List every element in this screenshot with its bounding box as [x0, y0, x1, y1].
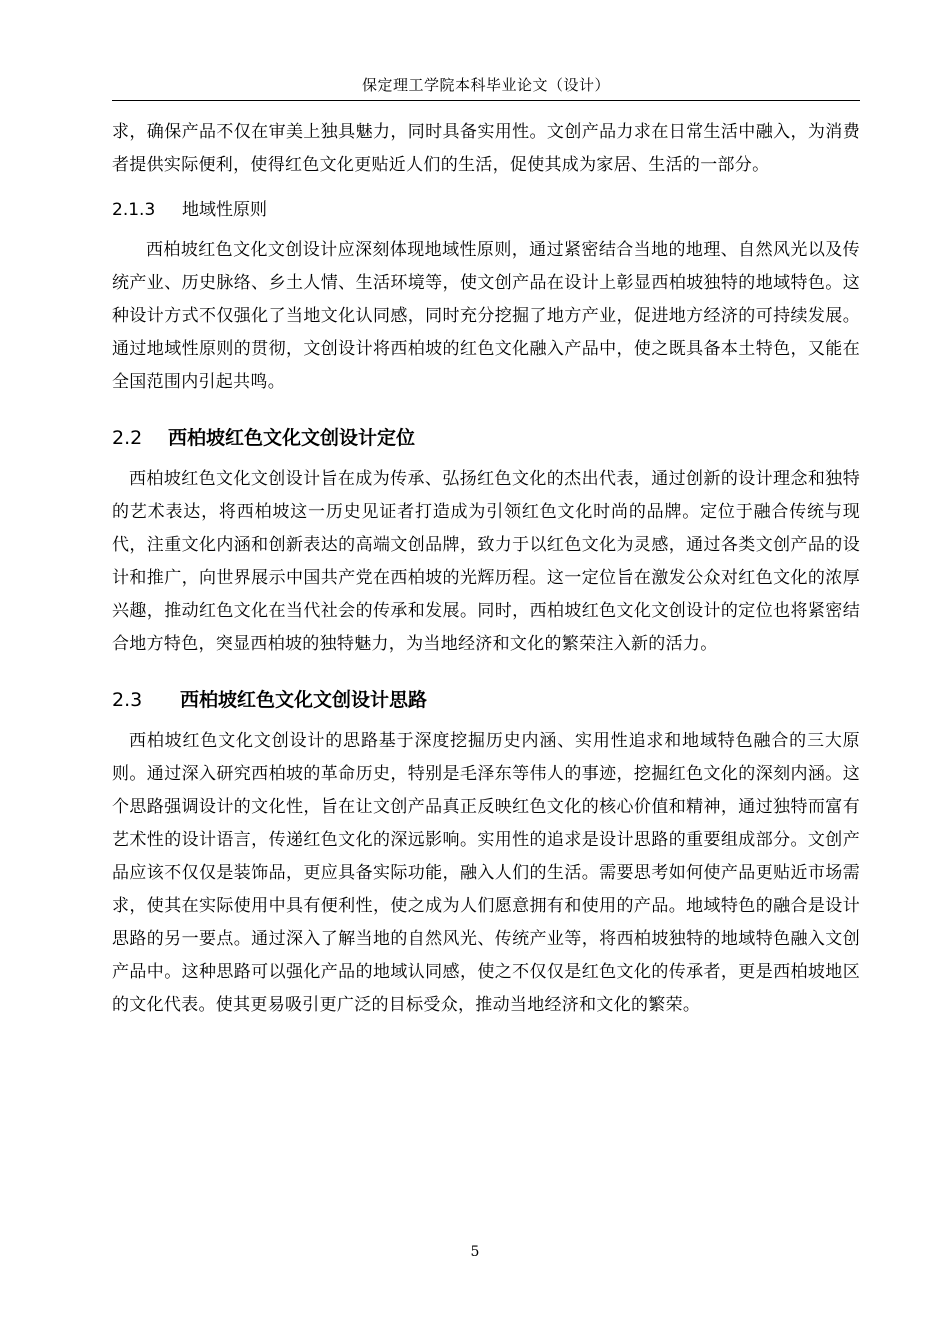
- header-rule: [112, 100, 860, 101]
- page-number: 5: [470, 1244, 480, 1260]
- paragraph-design-approach: 西柏坡红色文化文创设计的思路基于深度挖掘历史内涵、实用性追求和地域特色融合的三大原则。通过深入研究西柏坡的革命历史，特别是毛泽东等伟人的事迹，挖掘红色文化的深刻内涵。这个思路强调设计的文化性，旨在让文创产品真正反映红色文化的核心价值和精神，通过独特而富有艺术性的设计语言，传递红色文化的深远影响。实用性的追求是设计思路的重要组成部分。文创产品应该不仅仅是装饰品，更应具备实际功能，融入人们的生活。需要思考如何使产品更贴近市场需求，使其在实际使用中具有便利性，使之成为人们愿意拥有和使用的产品。地域特色的融合是设计思路的另一要点。通过深入了解当地的自然风光、传统产业等，将西柏坡独特的地域特色融入文创产品中。这种思路可以强化产品的地域认同感，使之不仅仅是红色文化的传承者，更是西柏坡地区的文化代表。使其更易吸引更广泛的目标受众，推动当地经济和文化的繁荣。: [112, 731, 860, 1015]
- section-title: 西柏坡红色文化文创设计定位: [168, 427, 416, 449]
- page-content: [112, 116, 860, 1022]
- section-title: 西柏坡红色文化文创设计思路: [180, 689, 428, 711]
- paragraph-regional-principle: 西柏坡红色文化文创设计应深刻体现地域性原则，通过紧密结合当地的地理、自然风光以及传统产业、历史脉络、乡土人情、生活环境等，使文创产品在设计上彰显西柏坡独特的地域特色。这种设计方式不仅强化了当地文化认同感，同时充分挖掘了地方产业，促进地方经济的可持续发展。通过地域性原则的贯彻，文创设计将西柏坡的红色文化融入产品中，使之既具备本土特色，又能在全国范围内引起共鸣。: [112, 240, 860, 392]
- section-number: 2.3: [112, 689, 143, 711]
- section-heading-2-2: [112, 423, 860, 453]
- paragraph-design-positioning: 西柏坡红色文化文创设计旨在成为传承、弘扬红色文化的杰出代表，通过创新的设计理念和独特的艺术表达，将西柏坡这一历史见证者打造成为引领红色文化时尚的品牌。定位于融合传统与现代，注重文化内涵和创新表达的高端文创品牌，致力于以红色文化为灵感，通过各类文创产品的设计和推广，向世界展示中国共产党在西柏坡的光辉历程。这一定位旨在激发公众对红色文化的浓厚兴趣，推动红色文化在当代社会的传承和发展。同时，西柏坡红色文化文创设计的定位也将紧密结合地方特色，突显西柏坡的独特魅力，为当地经济和文化的繁荣注入新的活力。: [112, 469, 860, 654]
- section-number: 2.1.3: [112, 200, 156, 220]
- section-title: 地域性原则: [182, 200, 267, 220]
- section-heading-2-3: [112, 685, 860, 715]
- paragraph-continued: 求，确保产品不仅在审美上独具魅力，同时具备实用性。文创产品力求在日常生活中融入，为消费者提供实际便利，使得红色文化更贴近人们的生活，促使其成为家居、生活的一部分。: [112, 122, 860, 175]
- page-header-title: 保定理工学院本科毕业论文（设计）: [361, 76, 610, 94]
- section-heading-2-1-3: [112, 196, 860, 224]
- section-number: 2.2: [112, 427, 143, 449]
